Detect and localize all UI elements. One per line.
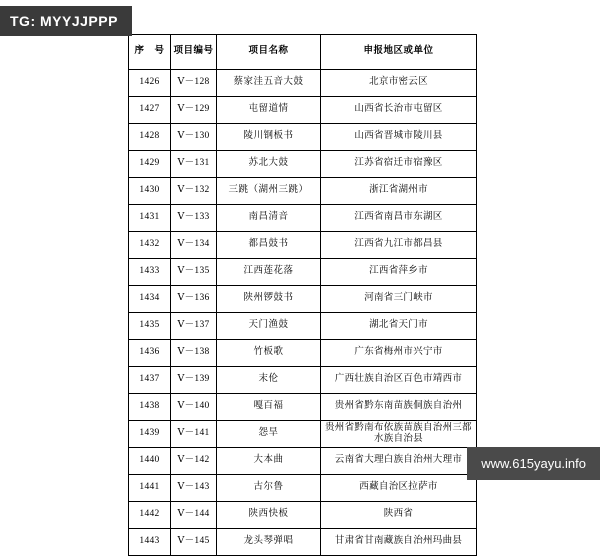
cell-name: 大本曲 bbox=[217, 448, 321, 475]
cell-org: 甘肃省甘南藏族自治州玛曲县 bbox=[321, 529, 477, 556]
cell-name: 陕西快板 bbox=[217, 502, 321, 529]
cell-serial: 1442 bbox=[129, 502, 171, 529]
cell-org: 北京市密云区 bbox=[321, 70, 477, 97]
cell-code: Ⅴ－145 bbox=[171, 529, 217, 556]
table-row bbox=[129, 70, 477, 97]
column-header-code-label: 项目编号 bbox=[173, 46, 214, 57]
cell-name: 苏北大鼓 bbox=[217, 151, 321, 178]
cell-code: Ⅴ－141 bbox=[171, 421, 217, 448]
cell-org: 西藏自治区拉萨市 bbox=[321, 475, 477, 502]
table-row bbox=[129, 259, 477, 286]
cell-name: 蔡家洼五音大鼓 bbox=[217, 70, 321, 97]
table-row bbox=[129, 340, 477, 367]
cell-org: 湖北省天门市 bbox=[321, 313, 477, 340]
cell-org: 云南省大理白族自治州大理市 bbox=[321, 448, 477, 475]
cell-code: Ⅴ－138 bbox=[171, 340, 217, 367]
cell-name: 陵川钢板书 bbox=[217, 124, 321, 151]
cell-code: Ⅴ－135 bbox=[171, 259, 217, 286]
cell-name: 三跳（湖州三跳） bbox=[217, 178, 321, 205]
table-row bbox=[129, 367, 477, 394]
cell-code: Ⅴ－134 bbox=[171, 232, 217, 259]
cell-org: 贵州省黔东南苗族侗族自治州 bbox=[321, 394, 477, 421]
cell-org: 广东省梅州市兴宁市 bbox=[321, 340, 477, 367]
cell-name: 天门渔鼓 bbox=[217, 313, 321, 340]
cell-name: 龙头琴弹唱 bbox=[217, 529, 321, 556]
cell-serial: 1438 bbox=[129, 394, 171, 421]
table-row bbox=[129, 394, 477, 421]
cell-serial: 1434 bbox=[129, 286, 171, 313]
table-container bbox=[128, 34, 476, 556]
cell-code: Ⅴ－142 bbox=[171, 448, 217, 475]
cell-code: Ⅴ－139 bbox=[171, 367, 217, 394]
cell-serial: 1439 bbox=[129, 421, 171, 448]
table-row bbox=[129, 151, 477, 178]
cell-org: 河南省三门峡市 bbox=[321, 286, 477, 313]
table-row bbox=[129, 178, 477, 205]
cell-serial: 1428 bbox=[129, 124, 171, 151]
table-row bbox=[129, 205, 477, 232]
table-header bbox=[129, 35, 477, 70]
cell-serial: 1443 bbox=[129, 529, 171, 556]
cell-serial: 1440 bbox=[129, 448, 171, 475]
heritage-items-table bbox=[128, 34, 477, 556]
cell-code: Ⅴ－130 bbox=[171, 124, 217, 151]
cell-org: 江西省南昌市东湖区 bbox=[321, 205, 477, 232]
table-row bbox=[129, 529, 477, 556]
cell-serial: 1433 bbox=[129, 259, 171, 286]
table-body bbox=[129, 70, 477, 556]
cell-code: Ⅴ－131 bbox=[171, 151, 217, 178]
cell-code: Ⅴ－128 bbox=[171, 70, 217, 97]
table-row bbox=[129, 232, 477, 259]
column-header-code bbox=[171, 35, 217, 70]
cell-name: 竹板歌 bbox=[217, 340, 321, 367]
cell-serial: 1441 bbox=[129, 475, 171, 502]
cell-serial: 1431 bbox=[129, 205, 171, 232]
table-row bbox=[129, 448, 477, 475]
cell-code: Ⅴ－144 bbox=[171, 502, 217, 529]
telegram-watermark: TG: MYYJJPPP bbox=[0, 6, 132, 36]
cell-name: 都昌鼓书 bbox=[217, 232, 321, 259]
table-row bbox=[129, 502, 477, 529]
cell-name: 末伦 bbox=[217, 367, 321, 394]
cell-serial: 1435 bbox=[129, 313, 171, 340]
cell-org: 江西省萍乡市 bbox=[321, 259, 477, 286]
column-header-name: 项目名称 bbox=[217, 35, 321, 70]
cell-serial: 1437 bbox=[129, 367, 171, 394]
site-watermark: www.615yayu.info bbox=[467, 447, 600, 480]
cell-code: Ⅴ－137 bbox=[171, 313, 217, 340]
cell-org: 江西省九江市都昌县 bbox=[321, 232, 477, 259]
cell-name: 嘎百福 bbox=[217, 394, 321, 421]
cell-org: 陕西省 bbox=[321, 502, 477, 529]
cell-name: 陕州锣鼓书 bbox=[217, 286, 321, 313]
cell-org: 浙江省湖州市 bbox=[321, 178, 477, 205]
cell-serial: 1427 bbox=[129, 97, 171, 124]
cell-serial: 1430 bbox=[129, 178, 171, 205]
table-row bbox=[129, 286, 477, 313]
cell-code: Ⅴ－132 bbox=[171, 178, 217, 205]
table-row bbox=[129, 97, 477, 124]
cell-org: 山西省长治市屯留区 bbox=[321, 97, 477, 124]
cell-name: 屯留道情 bbox=[217, 97, 321, 124]
cell-code: Ⅴ－143 bbox=[171, 475, 217, 502]
cell-name: 古尔鲁 bbox=[217, 475, 321, 502]
table-row bbox=[129, 421, 477, 448]
cell-org: 贵州省黔南布依族苗族自治州三都水族自治县 bbox=[321, 421, 477, 448]
cell-org: 江苏省宿迁市宿豫区 bbox=[321, 151, 477, 178]
table-row bbox=[129, 475, 477, 502]
table-row bbox=[129, 313, 477, 340]
cell-org: 山西省晋城市陵川县 bbox=[321, 124, 477, 151]
cell-code: Ⅴ－136 bbox=[171, 286, 217, 313]
cell-serial: 1429 bbox=[129, 151, 171, 178]
cell-name: 南昌清音 bbox=[217, 205, 321, 232]
cell-serial: 1426 bbox=[129, 70, 171, 97]
table-header-row bbox=[129, 35, 477, 70]
cell-name: 怨旱 bbox=[217, 421, 321, 448]
cell-serial: 1432 bbox=[129, 232, 171, 259]
cell-code: Ⅴ－133 bbox=[171, 205, 217, 232]
column-header-org: 申报地区或单位 bbox=[321, 35, 477, 70]
column-header-serial: 序 号 bbox=[129, 35, 171, 70]
cell-code: Ⅴ－129 bbox=[171, 97, 217, 124]
cell-org: 广西壮族自治区百色市靖西市 bbox=[321, 367, 477, 394]
cell-name: 江西莲花落 bbox=[217, 259, 321, 286]
cell-code: Ⅴ－140 bbox=[171, 394, 217, 421]
table-row bbox=[129, 124, 477, 151]
cell-serial: 1436 bbox=[129, 340, 171, 367]
